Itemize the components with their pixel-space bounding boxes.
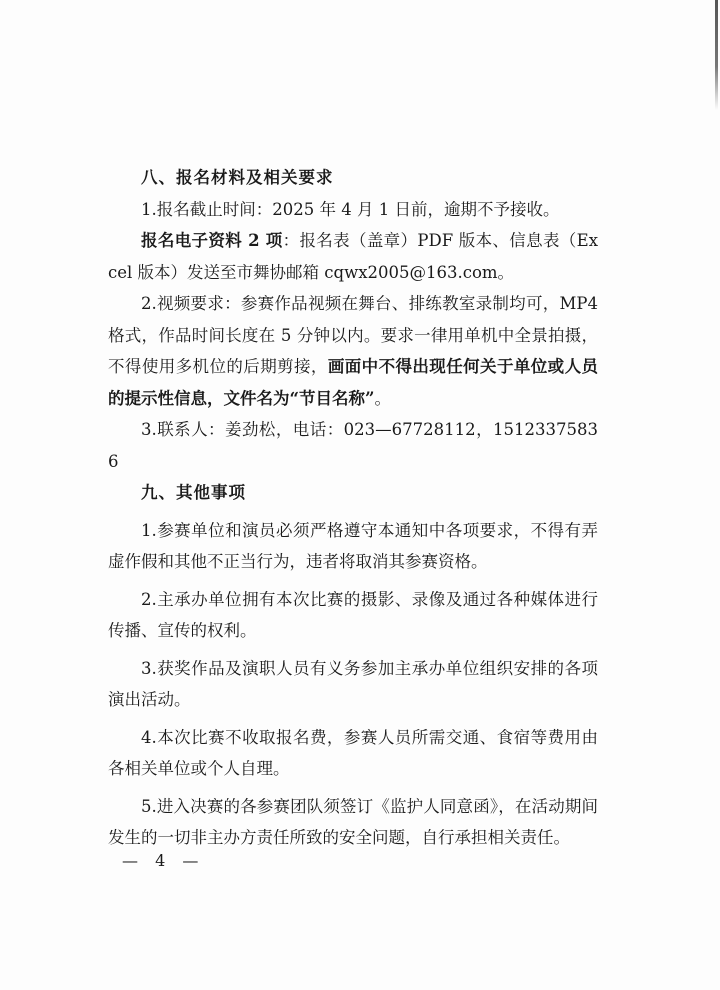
section-8-item-3: 3.联系人：姜劲松，电话：023—67728112，15123375836 — [108, 420, 598, 471]
section-9-item-5: 5.进入决赛的各参赛团队须签订《监护人同意函》，在活动期间发生的一切非主办方责任所致的安全问题，自行承担相关责任。 — [108, 796, 598, 847]
document-body — [108, 162, 598, 854]
electronic-materials-label: 报名电子资料 2 项 — [141, 231, 283, 250]
section-8-item-2 — [108, 288, 598, 414]
section-8-electronic-materials — [108, 225, 598, 288]
section-8-item-1: 1.报名截止时间：2025 年 4 月 1 日前，逾期不予接收。 — [141, 199, 560, 219]
video-requirements-end: 。 — [374, 388, 391, 408]
section-9-item-3: 3.获奖作品及演职人员有义务参加主承办单位组织安排的各项演出活动。 — [108, 658, 598, 709]
section-9-item-4: 4.本次比赛不收取报名费，参赛人员所需交通、食宿等费用由各相关单位或个人自理。 — [108, 727, 598, 778]
video-requirements-emphasis: 画面中不得出现任何关于单位或人员的提示性信息，文件名为“节目名称” — [108, 357, 599, 408]
electronic-materials-text: ：报名表（盖章）PDF 版本、信息表（Excel 版本）发送至市舞协邮箱 cqwx2005@163.com。 — [108, 231, 598, 282]
video-requirements-text: 2.视频要求：参赛作品视频在舞台、排练教室录制均可，MP4 格式，作品时间长度在 5 分钟以内。要求一律用单机中全景拍摄，不得使用多机位的后期剪接， — [108, 294, 598, 376]
scan-edge-mark — [715, 0, 718, 110]
page-number: — 4 — — [122, 851, 205, 870]
section-8-heading: 八、报名材料及相关要求 — [141, 168, 334, 187]
section-9-heading: 九、其他事项 — [141, 483, 246, 502]
section-9-item-1: 1.参赛单位和演员必须严格遵守本通知中各项要求，不得有弄虚作假和其他不正当行为，违者将取消其参赛资格。 — [108, 520, 598, 571]
section-9-item-2: 2.主承办单位拥有本次比赛的摄影、录像及通过各种媒体进行传播、宣传的权利。 — [108, 589, 598, 640]
